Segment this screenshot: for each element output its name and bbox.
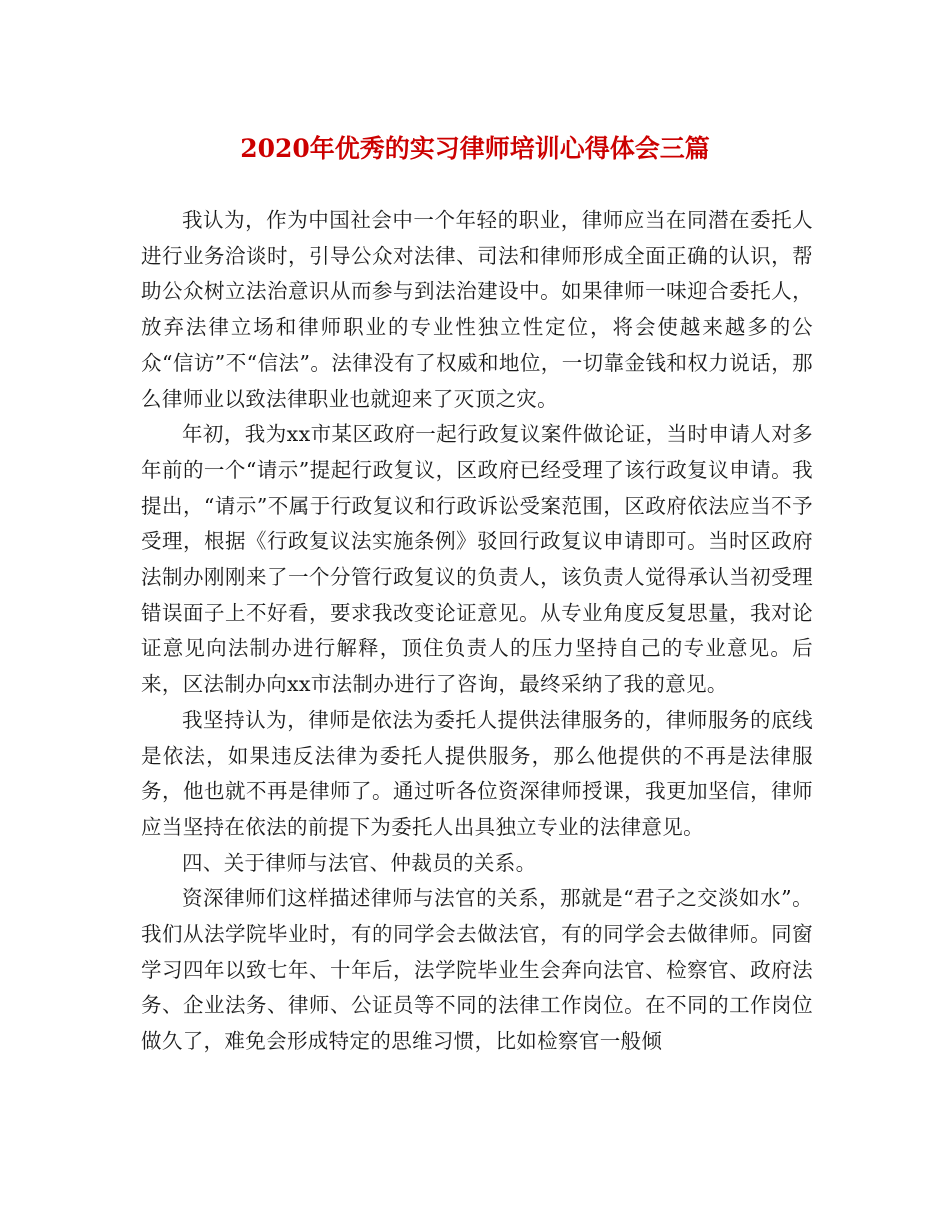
document-title: 2020年优秀的实习律师培训心得体会三篇: [240, 134, 710, 163]
document-body: [141, 203, 813, 1060]
paragraph-1: 我认为，作为中国社会中一个年轻的职业，律师应当在同潜在委托人进行业务洽谈时，引导公众对法律、司法和律师形成全面正确的认识，帮助公众树立法治意识从而参与到法治建设中。如果律师一味迎合委托人，放弃法律立场和律师职业的专业性独立性定位，将会使越来越多的公众“信访”不“信法”。法律没有了权威和地位，一切靠金钱和权力说话，那么律师业以致法律职业也就迎来了灭顶之灾。: [141, 208, 813, 411]
paragraph-5: 资深律师们这样描述律师与法官的关系，那就是“君子之交淡如水”。我们从法学院毕业时，有的同学会去做法官，有的同学会去做律师。同窗学习四年以致七年、十年后，法学院毕业生会奔向法官、检察官、政府法务、企业法务、律师、公证员等不同的法律工作岗位。在不同的工作岗位做久了，难免会形成特定的思维习惯，比如检察官一般倾: [141, 886, 813, 1054]
paragraph-2: 年初，我为xx市某区政府一起行政复议案件做论证，当时申请人对多年前的一个“请示”提起行政复议，区政府已经受理了该行政复议申请。我提出，“请示”不属于行政复议和行政诉讼受案范围，区政府依法应当不予受理，根据《行政复议法实施条例》驳回行政复议申请即可。当时区政府法制办刚刚来了一个分管行政复议的负责人，该负责人觉得承认当初受理错误面子上不好看，要求我改变论证意见。从专业角度反复思量，我对论证意见向法制办进行解释，顶住负责人的压力坚持自己的专业意见。后来，区法制办向xx市法制办进行了咨询，最终采纳了我的意见。: [141, 422, 813, 697]
paragraph-3: 我坚持认为，律师是依法为委托人提供法律服务的，律师服务的底线是依法，如果违反法律为委托人提供服务，那么他提供的不再是法律服务，他也就不再是律师了。通过听各位资深律师授课，我更加坚信，律师应当坚持在依法的前提下为委托人出具独立专业的法律意见。: [141, 707, 813, 839]
section-heading-4: 四、关于律师与法官、仲裁员的关系。: [182, 850, 537, 875]
